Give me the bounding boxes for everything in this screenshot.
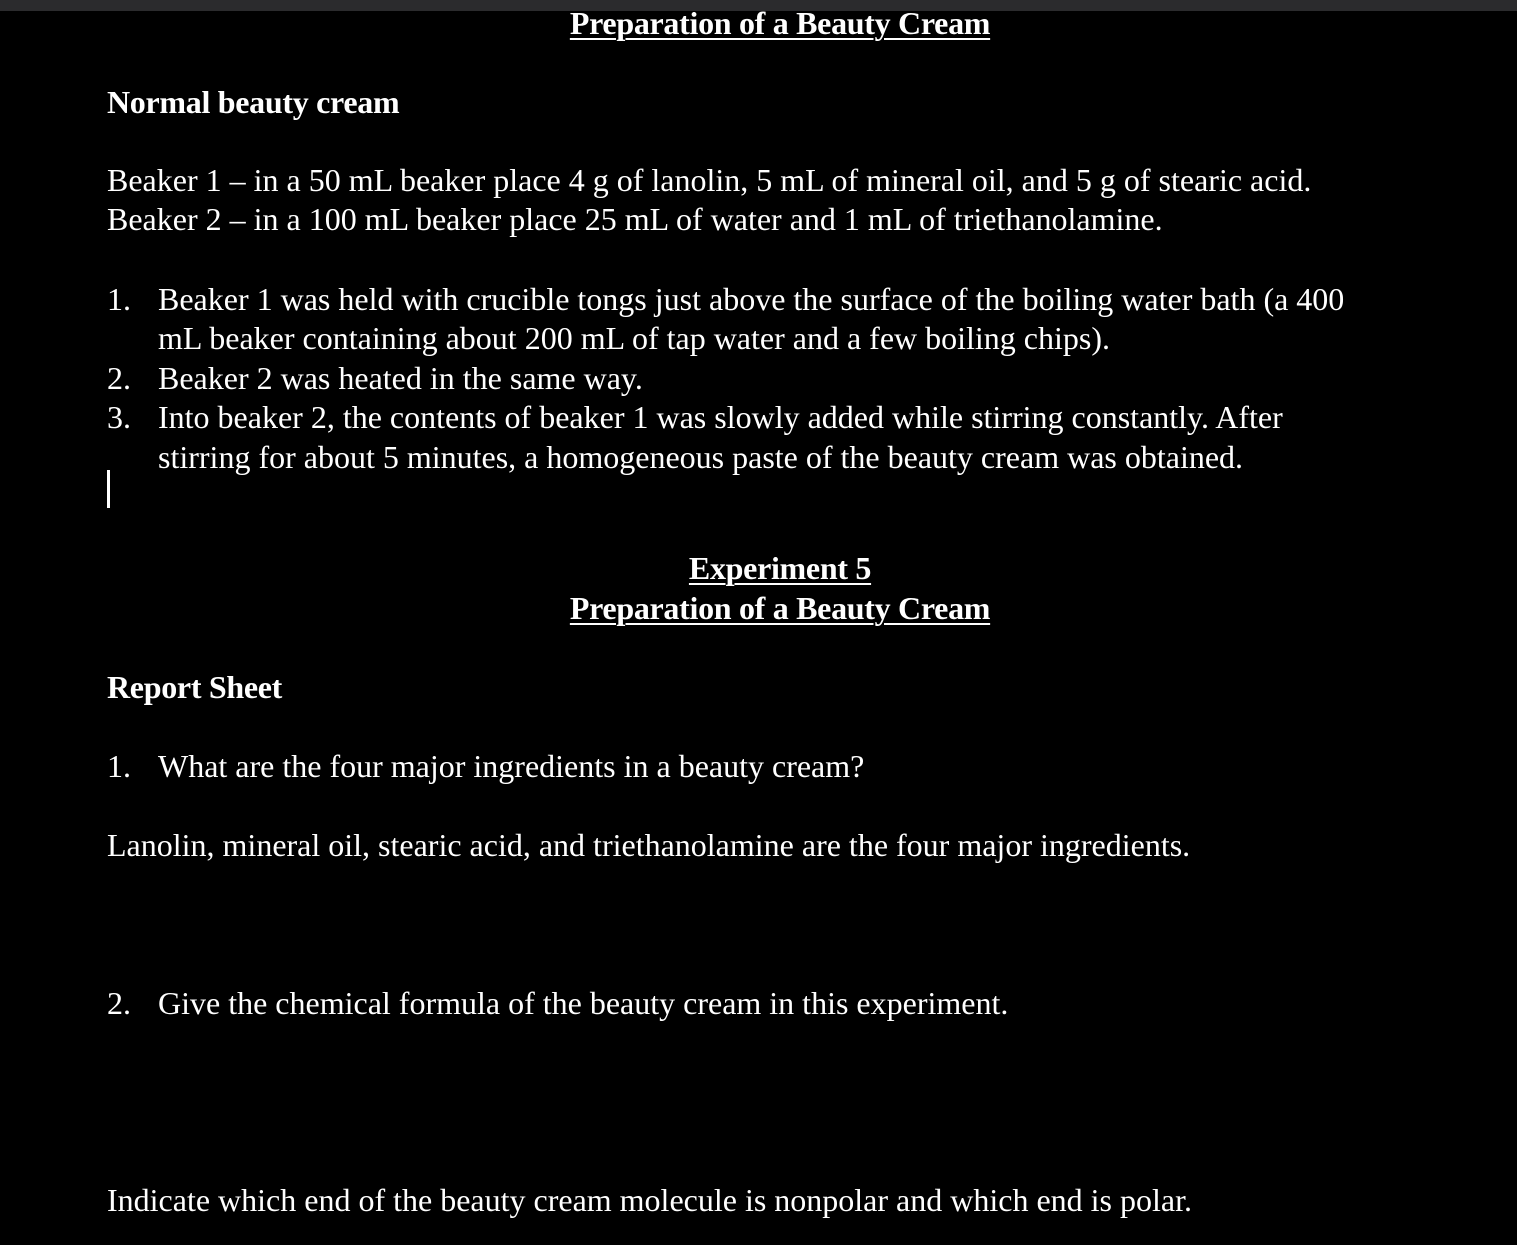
step-number: 1.	[107, 281, 131, 317]
step-3-line-2: stirring for about 5 minutes, a homogeneous paste of the beauty cream was obtained.	[158, 439, 1244, 475]
step-number: 2.	[107, 360, 131, 396]
polarity-question: Indicate which end of the beauty cream molecule is nonpolar and which end is polar.	[107, 1182, 1192, 1218]
question-1-text: What are the four major ingredients in a beauty cream?	[158, 748, 865, 784]
normal-beauty-cream-heading: Normal beauty cream	[107, 84, 400, 120]
question-number: 2.	[107, 985, 131, 1021]
beaker-2-instruction: Beaker 2 – in a 100 mL beaker place 25 mL of water and 1 mL of triethanolamine.	[107, 201, 1163, 237]
experiment-title: Experiment 5	[688, 550, 872, 586]
text-cursor	[107, 470, 110, 508]
step-2-line-1: Beaker 2 was heated in the same way.	[158, 360, 643, 396]
answer-1-text: Lanolin, mineral oil, stearic acid, and triethanolamine are the four major ingredients.	[107, 827, 1191, 863]
section-title: Preparation of a Beauty Cream	[569, 5, 991, 41]
step-1-line-1: Beaker 1 was held with crucible tongs just above the surface of the boiling water bath (a 400	[158, 281, 1345, 317]
beaker-1-instruction: Beaker 1 – in a 50 mL beaker place 4 g of lanolin, 5 mL of mineral oil, and 5 g of stearic acid.	[107, 162, 1312, 198]
question-2-text: Give the chemical formula of the beauty cream in this experiment.	[158, 985, 1009, 1021]
question-number: 1.	[107, 748, 131, 784]
step-number: 3.	[107, 399, 131, 435]
step-1-line-2: mL beaker containing about 200 mL of tap water and a few boiling chips).	[158, 320, 1110, 356]
step-3-line-1: Into beaker 2, the contents of beaker 1 was slowly added while stirring constantly. After	[158, 399, 1283, 435]
report-title: Preparation of a Beauty Cream	[569, 590, 991, 626]
report-sheet-heading: Report Sheet	[107, 669, 283, 705]
